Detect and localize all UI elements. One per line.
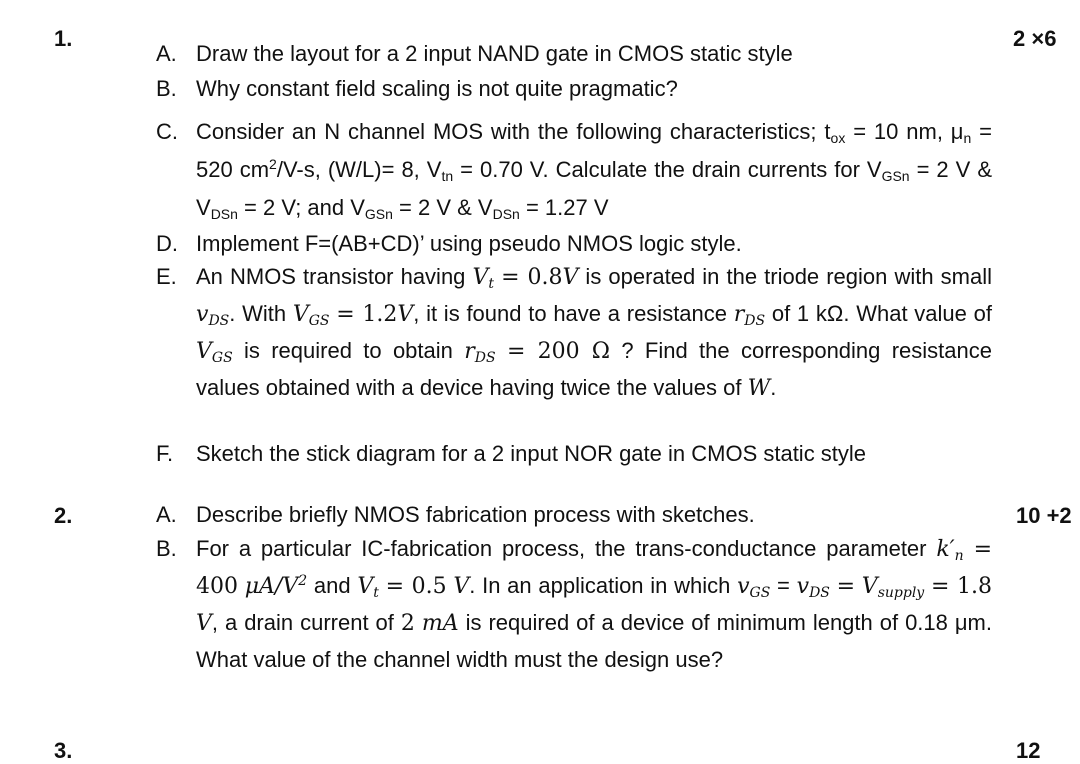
q1-item-e-text: An NMOS transistor having $V_t = 0.8V$ is operated in the triode region with small $v_{DS}$. With $V_{GS} = 1.2V$, it is found to have a resistance $r_{DS}$ of 1 kΩ. What value of $V_{GS}$ is required to obtain $r_{DS} = 200$ Ω ? Find the corresponding resistance values obtained with a device having twice the values of W. <box>196 264 992 401</box>
q1-item-d-letter: D. <box>156 231 178 256</box>
q1-item-c <box>156 113 992 227</box>
q2-item-a-text: Describe briefly NMOS fabrication process with sketches. <box>196 502 755 527</box>
q2-item-b-letter: B. <box>156 536 177 561</box>
q1-item-f-text: Sketch the stick diagram for a 2 input NOR gate in CMOS static style <box>196 441 867 466</box>
q1-item-f <box>156 436 992 472</box>
q1-item-e-letter: E. <box>156 264 177 289</box>
q1-item-c-letter: C. <box>156 119 178 144</box>
q1-item-e <box>156 259 992 407</box>
q1-item-f-letter: F. <box>156 441 174 466</box>
q1-item-a <box>156 36 992 72</box>
question-3-marks: 12 <box>1016 738 1041 763</box>
q1-item-a-letter: A. <box>156 41 177 66</box>
q2-item-b <box>156 531 992 678</box>
q1-item-d <box>156 226 992 262</box>
q2-item-a-letter: A. <box>156 502 177 527</box>
question-1-number: 1. <box>54 26 73 51</box>
q2-item-b-text: For a particular IC-fabrication process, the trans-conductance parameter $k'_n = 400$ $\mu A/V^2$ and $V_t = 0.5$ V. In an application in which $v_{GS} = v_{DS} = V_{supply} = 1.8$ V, a drain current of 2 mA is required of a device of minimum length of 0.18 μm. What value of the channel width must the design use? <box>196 536 992 672</box>
question-2-marks: 10 +2 <box>1016 503 1072 528</box>
q1-item-c-text: Consider an N channel MOS with the following characteristics; $t_{ox} = 10$ nm, $\mu_n = 520$ $cm^2/V-s$, (W/L)= 8, $V_{tn} = 0.70$ V. Calculate the drain currents for $V_{GSn} = 2$ V & $V_{DSn} = 2$ V; and $V_{GSn} = 2$ V & $V_{DSn} = 1.27$ V <box>196 119 992 222</box>
q2-item-a <box>156 497 992 533</box>
q1-item-b-letter: B. <box>156 76 177 101</box>
q1-item-a-text: Draw the layout for a 2 input NAND gate in CMOS static style <box>196 41 793 66</box>
question-2-number: 2. <box>54 503 73 528</box>
q1-item-d-text: Implement F=(AB+CD)’ using pseudo NMOS logic style. <box>196 231 742 256</box>
q1-item-b-text: Why constant field scaling is not quite pragmatic? <box>196 76 678 101</box>
q1-item-b <box>156 71 992 107</box>
question-3-number: 3. <box>54 738 73 763</box>
question-1-marks: 2 ×6 <box>1013 26 1057 51</box>
